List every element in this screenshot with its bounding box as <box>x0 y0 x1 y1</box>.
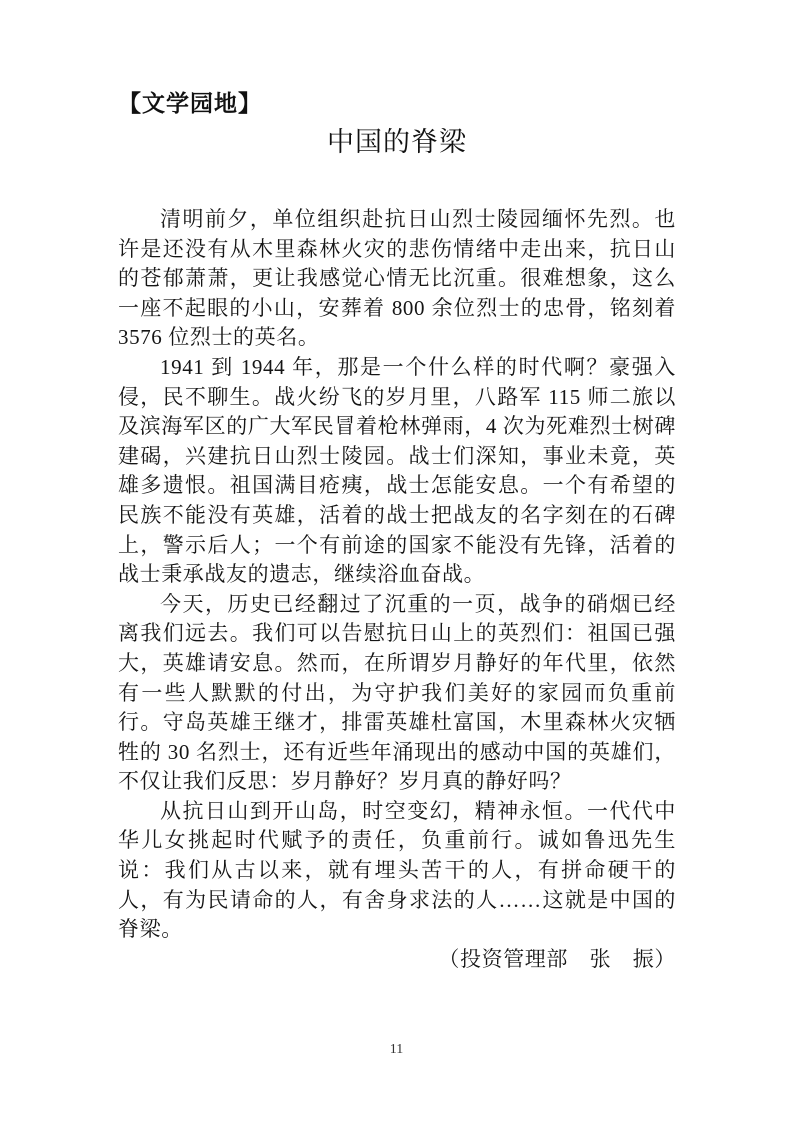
article-byline: （投资管理部 张 振） <box>438 946 676 971</box>
section-header: 【文学园地】 <box>118 91 262 116</box>
article-body <box>118 205 676 974</box>
page-content <box>118 90 676 974</box>
article-paragraph: 清明前夕，单位组织赴抗日山烈士陵园缅怀先烈。也许是还没有从木里森林火灾的悲伤情绪中走出来，抗日山的苍郁萧萧，更让我感觉心情无比沉重。很难想象，这么一座不起眼的小山，安葬着 800 余位烈士的忠骨，铭刻着 3576 位烈士的英名。 <box>118 207 676 350</box>
article-title: 中国的脊梁 <box>327 127 467 157</box>
page-number: 11 <box>389 1042 404 1057</box>
article-paragraph: 从抗日山到开山岛，时空变幻，精神永恒。一代代中华儿女挑起时代赋予的责任，负重前行。诚如鲁迅先生说：我们从古以来，就有埋头苦干的人，有拼命硬干的人，有为民请命的人，有舍身求法的人……这就是中国的脊梁。 <box>118 798 676 942</box>
article-paragraph: 1941 到 1944 年，那是一个什么样的时代啊？豪强入侵，民不聊生。战火纷飞的岁月里，八路军 115 师二旅以及滨海军区的广大军民冒着枪林弹雨，4 次为死难烈士树碑建碣，兴建抗日山烈士陵园。战士们深知，事业未竟，英雄多遗恨。祖国满目疮痍，战士怎能安息。一个有希望的民族不能没有英雄，活着的战士把战友的名字刻在的石碑上，警示后人；一个有前途的国家不能没有先锋，活着的战士秉承战友的遗志，继续浴血奋战。 <box>118 354 676 587</box>
article-paragraph: 今天，历史已经翻过了沉重的一页，战争的硝烟已经离我们远去。我们可以告慰抗日山上的英烈们：祖国已强大，英雄请安息。然而，在所谓岁月静好的年代里，依然有一些人默默的付出，为守护我们美好的家园而负重前行。守岛英雄王继才，排雷英雄杜富国，木里森林火灾牺牲的 30 名烈士，还有近些年涌现出的感动中国的英雄们，不仅让我们反思：岁月静好？岁月真的静好吗？ <box>118 591 676 794</box>
